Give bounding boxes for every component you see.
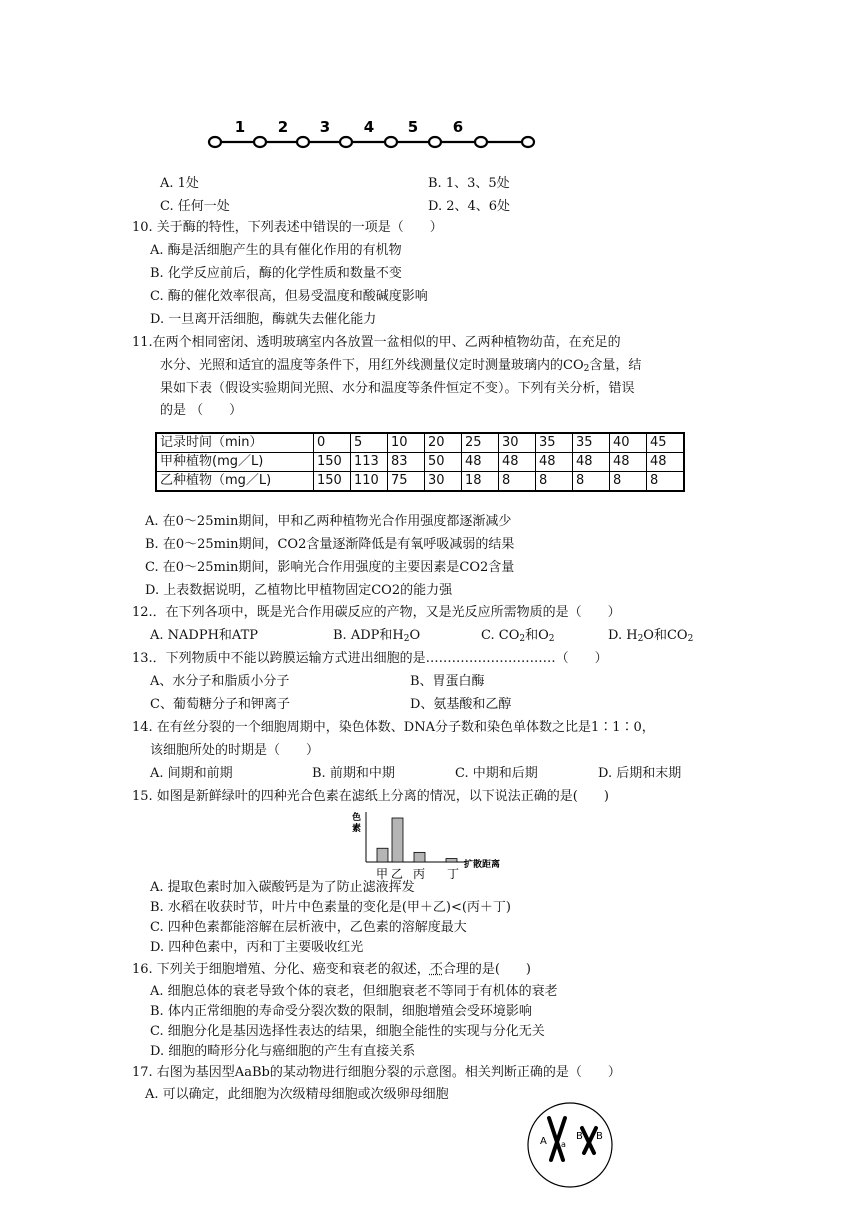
q11-stem-line2: 水分、光照和适宜的温度等条件下，用红外线测量仪定时测量玻璃内的$CO_2$含量，结: [160, 358, 642, 374]
table-cell: 30: [425, 472, 462, 492]
chain-node: [340, 137, 352, 147]
bar-乙: [392, 818, 403, 862]
gene-label: B: [576, 1131, 583, 1142]
bar-丁: [446, 859, 457, 862]
chart-ylabel-2: 素: [352, 824, 362, 834]
chain-node: [522, 137, 534, 147]
q11-stem-line3: 果如下表（假设实验期间光照、水分和温度等条件恒定不变）。下列有关分析，错误: [160, 381, 635, 396]
q14-stem-line1: 14. 在有丝分裂的一个细胞周期中，染色体数、DNA分子数和染色单体数之比是1∶1∶0，: [132, 720, 655, 735]
q11-stem-line1: 11.在两个相同密闭、透明玻璃室内各放置一盆相似的甲、乙两种植物幼苗，在充足的: [132, 335, 621, 350]
table-cell: 10: [388, 433, 425, 453]
gene-label: B: [596, 1131, 603, 1142]
table-cell: 50: [425, 453, 462, 472]
q16-option-a: A. 细胞总体的衰老导致个体的衰老，但细胞衰老不等同于有机体的衰老: [150, 984, 558, 999]
q15-option-b: B. 水稻在收获时节，叶片中色素量的变化是(甲＋乙)<(丙＋丁): [150, 900, 511, 915]
q13-option-a: A、水分子和脂质小分子: [150, 674, 290, 689]
q14-option-b: B. 前期和中期: [312, 766, 395, 781]
chain-label: 1: [234, 118, 246, 136]
bar-丙: [414, 852, 425, 862]
chain-label: 2: [277, 118, 289, 136]
q10-option-a: A. 酶是活细胞产生的具有催化作用的有机物: [150, 243, 402, 258]
table-cell: 48: [610, 453, 647, 472]
q15-stem: 15. 如图是新鲜绿叶的四种光合色素在滤纸上分离的情况，以下说法正确的是( ): [132, 789, 609, 804]
table-cell: 48: [499, 453, 536, 472]
table-cell: 110: [351, 472, 388, 492]
q11-option-b: B. 在0～25min期间，CO2含量逐渐降低是有氧呼吸减弱的结果: [145, 537, 515, 552]
chain-label: 6: [452, 118, 464, 136]
q14-stem-line2: 该细胞所处的时期是（ ）: [150, 743, 320, 758]
table-cell: 记录时间（min）: [156, 433, 314, 453]
chain-label: 4: [363, 118, 375, 136]
q14-option-c: C. 中期和后期: [455, 766, 538, 781]
table-cell: 40: [610, 433, 647, 453]
table-cell: 乙种植物（mg／L): [156, 472, 314, 492]
table-cell: 48: [573, 453, 610, 472]
pigment-chart: [348, 808, 518, 880]
table-cell: 150: [314, 472, 351, 492]
table-cell: 甲种植物(mg／L): [156, 453, 314, 472]
q15-option-c: C. 四种色素都能溶解在层析液中，乙色素的溶解度最大: [150, 920, 467, 935]
q16-option-d: D. 细胞的畸形分化与癌细胞的产生有直接关系: [150, 1044, 416, 1059]
q16-option-c: C. 细胞分化是基因选择性表达的结果，细胞全能性的实现与分化无关: [150, 1024, 545, 1039]
table-cell: 0: [314, 433, 351, 453]
table-cell: 30: [499, 433, 536, 453]
chain-node: [475, 137, 487, 147]
q11-option-d: D. 上表数据说明，乙植物比甲植物固定CO2的能力强: [145, 583, 453, 598]
table-cell: 25: [462, 433, 499, 453]
q10-stem: 10. 关于酶的特性，下列表述中错误的一项是（ ）: [132, 220, 443, 235]
bar-label-乙: 乙: [391, 867, 404, 880]
q16-option-b: B. 体内正常细胞的寿命受分裂次数的限制，细胞增殖会受环境影响: [150, 1004, 532, 1019]
table-cell: 45: [647, 433, 685, 453]
table-row: [156, 472, 684, 492]
chain-node: [297, 137, 309, 147]
table-cell: 113: [351, 453, 388, 472]
table-cell: 48: [536, 453, 573, 472]
gene-label: a: [561, 1140, 566, 1149]
bar-label-丁: 丁: [447, 867, 460, 880]
table-cell: 5: [351, 433, 388, 453]
q13-stem: 13.．下列物质中不能以跨膜运输方式进出细胞的是…………………………（ ）: [132, 651, 608, 666]
table-cell: 8: [536, 472, 573, 492]
table-cell: 35: [573, 433, 610, 453]
q14-option-a: A. 间期和前期: [150, 766, 233, 781]
q12-option-c: C. $CO_2$和$O_2$: [481, 628, 555, 644]
q9-option-b: B. 1、3、5处: [428, 176, 510, 191]
chain-node: [385, 137, 397, 147]
chain-label: 3: [319, 118, 331, 136]
q11-option-c: C. 在0～25min期间，影响光合作用强度的主要因素是CO2含量: [145, 560, 515, 575]
q12-option-b: B. ADP和$H_2O$: [333, 628, 421, 644]
table-cell: 8: [499, 472, 536, 492]
gene-label: A: [540, 1136, 547, 1147]
q17-stem: 17. 右图为基因型AaBb的某动物进行细胞分裂的示意图。相关判断正确的是（ ）: [132, 1065, 621, 1080]
table-row: [156, 453, 684, 472]
chart-xlabel: 扩散距离: [464, 860, 501, 870]
bar-label-丙: 丙: [413, 867, 426, 880]
chain-node: [429, 137, 441, 147]
q9-option-d: D. 2、4、6处: [428, 199, 511, 214]
table-cell: 48: [647, 453, 685, 472]
chain-node: [254, 137, 266, 147]
q14-option-d: D. 后期和末期: [598, 766, 682, 781]
table-cell: 83: [388, 453, 425, 472]
q10-option-c: C. 酶的催化效率很高，但易受温度和酸碱度影响: [150, 289, 428, 304]
q12-stem: 12.．在下列各项中，既是光合作用碳反应的产物，又是光反应所需物质的是（ ）: [132, 605, 621, 620]
table-cell: 8: [610, 472, 647, 492]
q11-stem-line4: 的是 （ ）: [160, 403, 243, 418]
table-cell: 8: [573, 472, 610, 492]
cell-division-diagram: [520, 1098, 620, 1190]
table-header-row: [156, 433, 684, 453]
q15-option-d: D. 四种色素中，丙和丁主要吸收红光: [150, 940, 364, 955]
table-cell: 20: [425, 433, 462, 453]
chart-ylabel-1: 色: [352, 813, 362, 823]
q16-stem: 16. 下列关于细胞增殖、分化、癌变和衰老的叙述，不合理的是( ): [132, 962, 531, 977]
table-cell: 35: [536, 433, 573, 453]
q13-option-d: D、氨基酸和乙醇: [410, 697, 512, 712]
q10-option-b: B. 化学反应前后，酶的化学性质和数量不变: [150, 266, 402, 281]
q15-option-a: A. 提取色素时加入碳酸钙是为了防止滤液挥发: [150, 880, 415, 895]
q9-option-c: C. 任何一处: [160, 199, 230, 214]
bar-甲: [377, 848, 388, 862]
q12-option-a: A. NADPH和ATP: [150, 628, 259, 643]
q12-option-d: D. $H_2O$和$CO_2$: [608, 628, 694, 644]
table-cell: 18: [462, 472, 499, 492]
table-cell: 150: [314, 453, 351, 472]
q9-option-a: A. 1处: [160, 176, 199, 191]
chain-node: [209, 137, 221, 147]
table-cell: 48: [462, 453, 499, 472]
chain-diagram: [205, 116, 550, 156]
q11-data-table: [155, 432, 685, 492]
q10-option-d: D. 一旦离开活细胞，酶就失去催化能力: [150, 312, 377, 327]
bar-label-甲: 甲: [376, 867, 389, 880]
q13-option-b: B、胃蛋白酶: [410, 674, 485, 689]
q11-option-a: A. 在0～25min期间，甲和乙两种植物光合作用强度都逐渐减少: [145, 514, 512, 529]
q17-option-a: A. 可以确定，此细胞为次级精母细胞或次级卵母细胞: [145, 1087, 449, 1102]
table-cell: 8: [647, 472, 685, 492]
chain-label: 5: [407, 118, 419, 136]
q13-option-c: C、葡萄糖分子和钾离子: [150, 697, 290, 712]
table-cell: 75: [388, 472, 425, 492]
